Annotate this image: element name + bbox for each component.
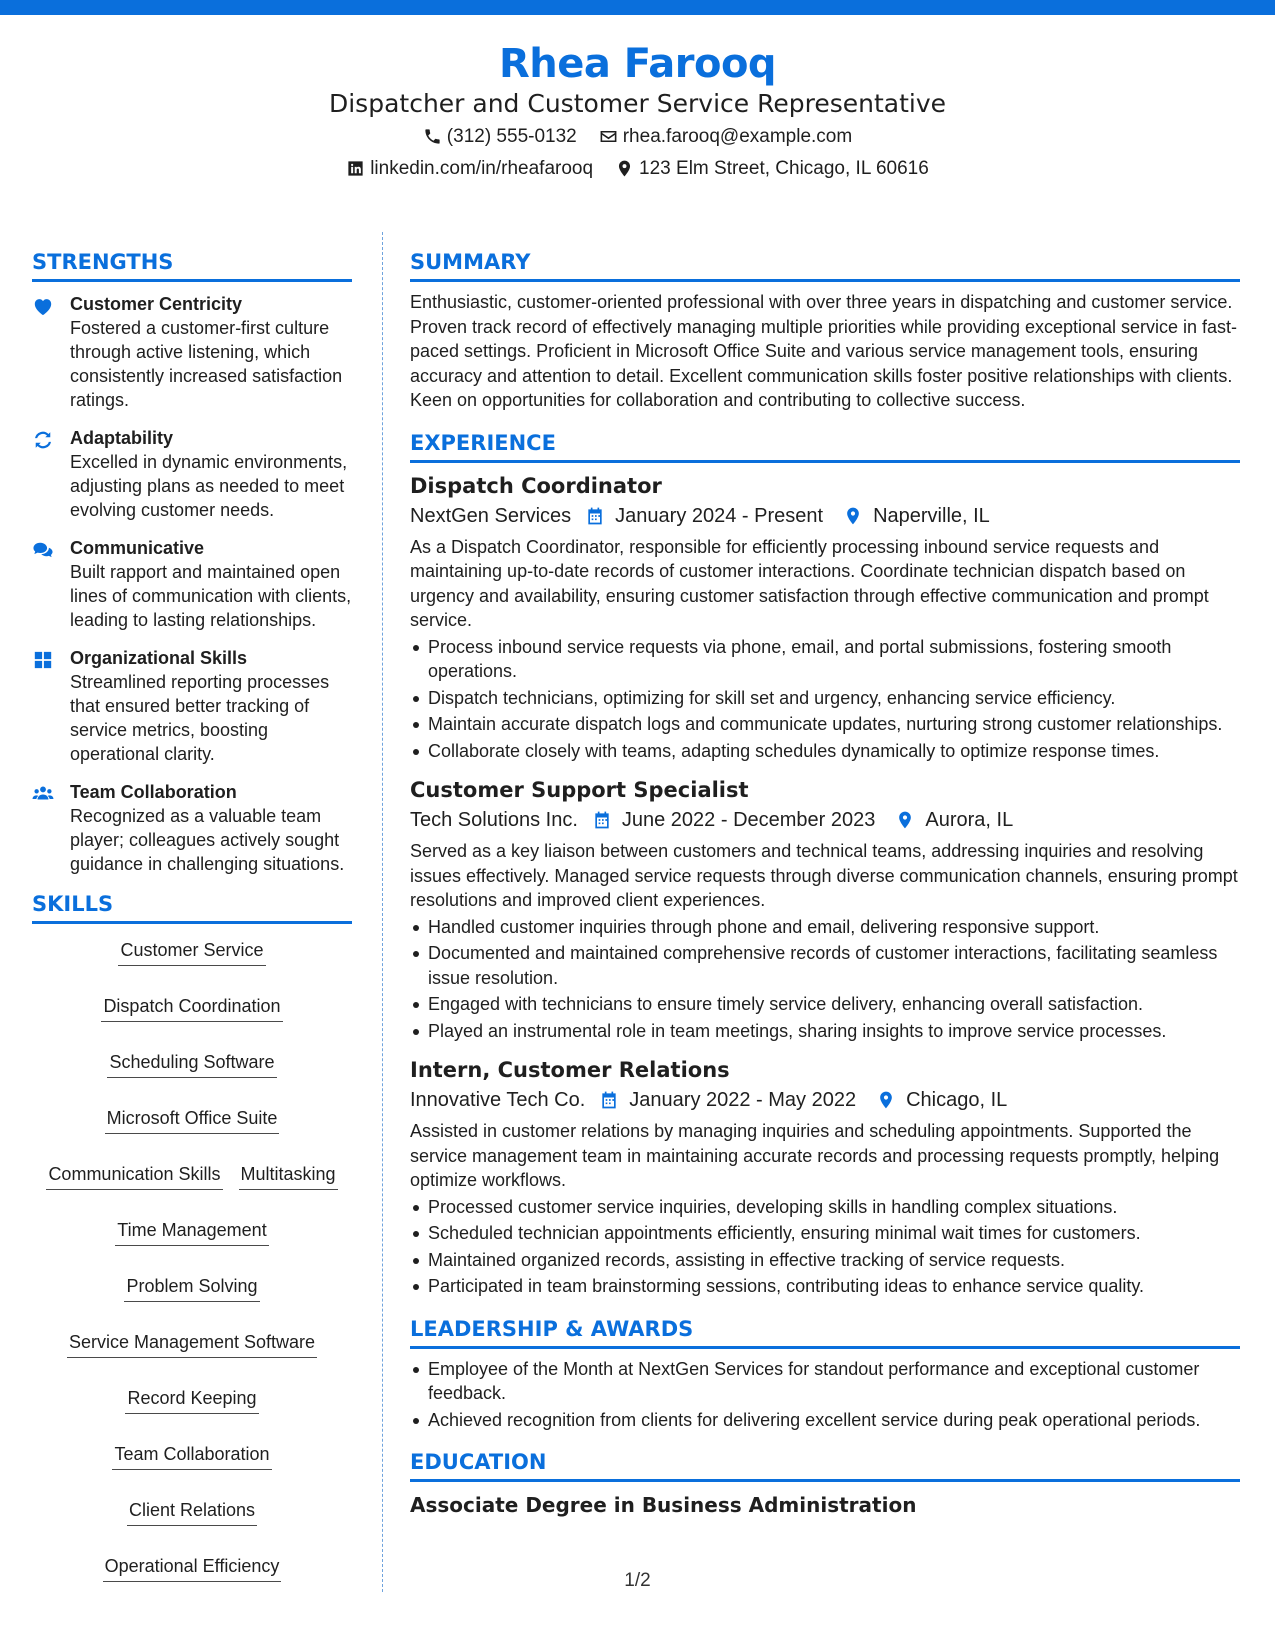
skill-tag: Customer Service <box>118 938 265 966</box>
job-entry <box>410 775 1240 1043</box>
bullet-item: Processed customer service inquiries, developing skills in handling complex situations. <box>410 1195 1240 1220</box>
education-degree: Associate Degree in Business Administration <box>410 1493 917 1517</box>
map-pin-icon <box>895 810 915 830</box>
column-divider <box>382 232 383 1592</box>
strength-title: Communicative <box>70 538 205 558</box>
skill-tag: Scheduling Software <box>107 1050 276 1078</box>
strength-item <box>32 780 352 876</box>
strength-title: Team Collaboration <box>70 782 237 802</box>
job-bullets <box>410 635 1240 764</box>
calendar-icon <box>585 506 605 526</box>
awards-list <box>410 1357 1240 1433</box>
job-entry <box>410 1055 1240 1299</box>
email-text: rhea.farooq@example.com <box>622 125 853 147</box>
awards-section <box>410 1315 1240 1433</box>
job-location: Chicago, IL <box>906 1089 1008 1111</box>
skill-tag: Operational Efficiency <box>103 1554 282 1582</box>
users-icon <box>32 784 54 804</box>
job-description: As a Dispatch Coordinator, responsible for efficiently processing inbound service requests and maintaining up-to-date records of customer interactions. Coordinate technician dispatch based on urgency and availability, ensuring customer satisfaction through effective communication and prompt service. <box>410 536 1209 630</box>
skill-tag: Communication Skills <box>46 1162 222 1190</box>
linkedin-icon <box>346 159 365 178</box>
bullet-item: Scheduled technician appointments efficiently, ensuring minimal wait times for customers. <box>410 1221 1240 1246</box>
contact-email[interactable] <box>599 121 852 153</box>
bullet-item: Maintain accurate dispatch logs and communicate updates, nurturing strong customer relationships. <box>410 712 1240 737</box>
skill-tag: Team Collaboration <box>112 1442 271 1470</box>
strength-item <box>32 536 352 632</box>
strengths-list <box>32 292 352 876</box>
job-dates: June 2022 - December 2023 <box>621 809 876 831</box>
bullet-item: Participated in team brainstorming sessions, contributing ideas to enhance service quality. <box>410 1274 1240 1299</box>
job-company: Innovative Tech Co. <box>410 1089 586 1111</box>
refresh-icon <box>32 430 54 450</box>
left-column <box>32 248 352 1582</box>
skills-heading: SKILLS <box>32 890 352 924</box>
job-location: Naperville, IL <box>873 504 990 527</box>
bullet-item: Collaborate closely with teams, adapting schedules dynamically to optimize response times. <box>410 739 1240 764</box>
right-column <box>410 248 1240 1520</box>
skill-tag: Client Relations <box>127 1498 257 1526</box>
strength-title: Customer Centricity <box>70 294 243 314</box>
skill-tag: Service Management Software <box>67 1330 317 1358</box>
job-bullets <box>410 915 1240 1044</box>
strength-desc: Excelled in dynamic environments, adjusting plans as needed to meet evolving customer needs. <box>70 452 348 520</box>
skills-list <box>32 932 352 1582</box>
top-accent-bar <box>0 0 1275 15</box>
skill-tag: Record Keeping <box>125 1386 258 1414</box>
phone-icon <box>423 127 442 146</box>
linkedin-text: linkedin.com/in/rheafarooq <box>370 157 594 179</box>
skill-tag: Problem Solving <box>124 1274 259 1302</box>
page-number: 1/2 <box>624 1570 651 1591</box>
job-entry <box>410 471 1240 764</box>
strength-desc: Fostered a customer-first culture through active listening, which consistently increased satisfaction ratings. <box>70 318 343 410</box>
skill-tag: Multitasking <box>239 1162 338 1190</box>
strength-title: Organizational Skills <box>70 648 248 668</box>
education-section <box>410 1448 1240 1520</box>
address-text: 123 Elm Street, Chicago, IL 60616 <box>639 157 929 179</box>
candidate-name: Rhea Farooq <box>498 41 777 87</box>
job-meta <box>410 805 1240 835</box>
job-meta <box>410 501 1240 531</box>
strength-item <box>32 426 352 522</box>
map-pin-icon <box>615 159 634 178</box>
experience-section <box>410 429 1240 1299</box>
job-bullets <box>410 1195 1240 1299</box>
contact-row-1 <box>0 121 1275 153</box>
heart-icon <box>32 296 54 316</box>
bullet-item: Handled customer inquiries through phone and email, delivering responsive support. <box>410 915 1240 940</box>
strength-item <box>32 646 352 766</box>
job-company: NextGen Services <box>410 504 572 527</box>
bullet-item: Dispatch technicians, optimizing for skill set and urgency, enhancing service efficiency. <box>410 686 1240 711</box>
bullet-item: Engaged with technicians to ensure timely service delivery, enhancing overall satisfaction. <box>410 992 1240 1017</box>
candidate-title: Dispatcher and Customer Service Representative <box>328 89 947 118</box>
comments-icon <box>32 540 54 560</box>
contact-phone <box>423 121 577 153</box>
skill-tag: Microsoft Office Suite <box>105 1106 280 1134</box>
bullet-item: Played an instrumental role in team meetings, sharing insights to improve service processes. <box>410 1019 1240 1044</box>
job-dates: January 2024 - Present <box>615 504 824 527</box>
bullet-item: Process inbound service requests via phone, email, and portal submissions, fostering smooth operations. <box>410 635 1240 684</box>
job-title: Customer Support Specialist <box>410 778 749 802</box>
bullet-item: Documented and maintained comprehensive records of customer interactions, facilitating seamless issue resolution. <box>410 941 1240 990</box>
job-dates: January 2022 - May 2022 <box>629 1089 857 1111</box>
contact-row-2 <box>0 153 1275 185</box>
phone-text: (312) 555-0132 <box>446 125 577 147</box>
education-heading: EDUCATION <box>410 1448 1240 1482</box>
grid-icon <box>32 650 54 670</box>
strength-desc: Recognized as a valuable team player; colleagues actively sought guidance in challenging situations. <box>70 806 345 874</box>
map-pin-icon <box>843 506 863 526</box>
calendar-icon <box>592 810 612 830</box>
job-description: Served as a key liaison between customers and technical teams, addressing inquiries and resolving issues effectively. Managed service requests through diverse communication channels, ensuring prompt resolutions and improved client experiences. <box>410 841 1238 910</box>
job-description: Assisted in customer relations by managing inquiries and scheduling appointments. Supported the service management team in maintaining accurate records and processing requests promptly, helping optimize workflows. <box>410 1121 1220 1190</box>
strength-desc: Streamlined reporting processes that ensured better tracking of service metrics, boosting operational clarity. <box>70 672 330 764</box>
experience-heading: EXPERIENCE <box>410 429 1240 463</box>
skill-tag: Time Management <box>115 1218 268 1246</box>
skill-tag: Dispatch Coordination <box>101 994 282 1022</box>
map-pin-icon <box>876 1090 896 1110</box>
bullet-item: Maintained organized records, assisting in effective tracking of service requests. <box>410 1248 1240 1273</box>
award-item: Achieved recognition from clients for delivering excellent service during peak operational periods. <box>410 1408 1240 1433</box>
contact-linkedin[interactable] <box>346 153 593 185</box>
summary-text: Enthusiastic, customer-oriented professional with over three years in dispatching and customer service. Proven track record of effectively managing multiple priorities while providing exceptional service in fast-paced settings. Proficient in Microsoft Office Suite and various service management tools, ensuring accuracy and attention to detail. Excellent communication skills foster positive relationships with clients. Keen on opportunities for collaboration and contributing to collective success. <box>410 292 1238 410</box>
summary-heading: SUMMARY <box>410 248 1240 282</box>
resume-header <box>0 42 1275 185</box>
job-title: Intern, Customer Relations <box>410 1058 730 1082</box>
job-location: Aurora, IL <box>925 809 1014 831</box>
contact-address <box>615 153 929 185</box>
calendar-icon <box>599 1090 619 1110</box>
job-title: Dispatch Coordinator <box>410 473 662 498</box>
strengths-heading: STRENGTHS <box>32 248 352 282</box>
job-meta <box>410 1085 1240 1115</box>
strength-item <box>32 292 352 412</box>
job-company: Tech Solutions Inc. <box>410 809 578 831</box>
award-item: Employee of the Month at NextGen Services for standout performance and exceptional customer feedback. <box>410 1357 1240 1406</box>
strength-desc: Built rapport and maintained open lines of communication with clients, leading to lasting relationships. <box>70 562 352 630</box>
strength-title: Adaptability <box>70 428 174 448</box>
envelope-icon <box>599 127 618 146</box>
awards-heading: LEADERSHIP & AWARDS <box>410 1315 1240 1349</box>
